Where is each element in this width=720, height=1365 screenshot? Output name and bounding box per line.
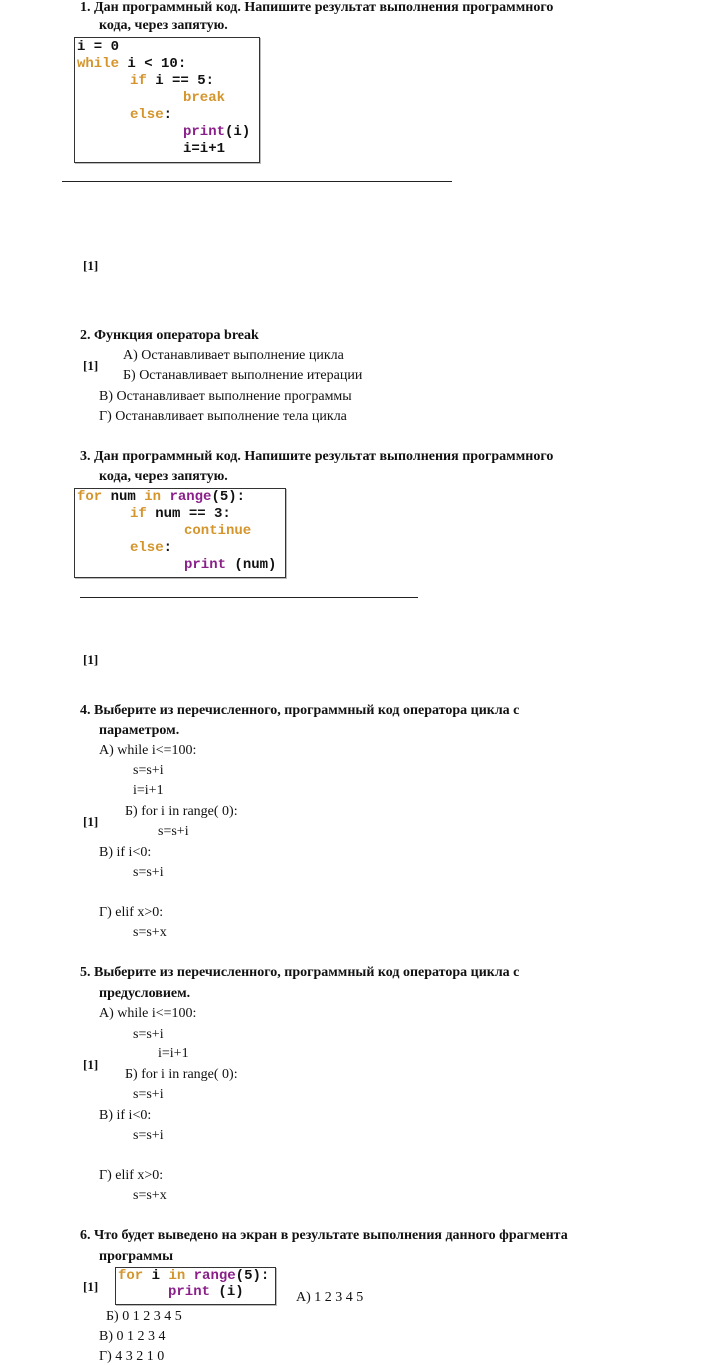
option-line: s=s+x — [133, 1188, 167, 1203]
option-line: i=i+1 — [158, 1046, 189, 1061]
code-text: (i) — [225, 124, 251, 140]
code-line — [184, 557, 276, 574]
code-text: i < 10: — [119, 56, 187, 72]
code-line — [130, 73, 214, 90]
code-keyword: break — [183, 90, 226, 106]
code-builtin: range — [193, 1268, 236, 1284]
code-keyword: in — [144, 489, 162, 505]
code-keyword: while — [77, 56, 120, 72]
answer-line-3[interactable] — [80, 597, 418, 598]
code-text: num == 3: — [146, 506, 231, 522]
code-builtin: print — [183, 124, 226, 140]
option-line: s=s+i — [158, 824, 189, 839]
option-line: s=s+x — [133, 925, 167, 940]
option-v[interactable]: В) if i<0: — [99, 845, 152, 860]
question-5-title-cont: предусловием. — [99, 986, 191, 1001]
code-keyword: for — [118, 1268, 144, 1284]
code-keyword: continue — [184, 523, 252, 539]
code-keyword: if — [130, 73, 147, 89]
option-b[interactable]: Б) 0 1 2 3 4 5 — [106, 1309, 182, 1324]
code-line — [168, 1284, 244, 1301]
code-text: : — [163, 540, 173, 556]
option-v[interactable]: В) Останавливает выполнение программы — [99, 389, 352, 404]
question-1-title: 1. Дан программный код. Напишите результат выполнения программного — [80, 0, 554, 15]
question-3-title: 3. Дан программный код. Напишите результат выполнения программного — [80, 449, 554, 464]
option-g[interactable]: Г) elif x>0: — [99, 905, 164, 920]
option-v[interactable]: В) if i<0: — [99, 1108, 152, 1123]
code-text: i = 0 — [77, 39, 120, 55]
code-line — [183, 90, 225, 107]
code-keyword: in — [168, 1268, 186, 1284]
option-g[interactable]: Г) elif x>0: — [99, 1168, 164, 1183]
code-builtin: print — [168, 1284, 211, 1300]
option-v[interactable]: В) 0 1 2 3 4 — [99, 1329, 166, 1344]
score-mark: [1] — [83, 1279, 99, 1294]
code-text: i — [143, 1268, 169, 1284]
code-text: (5): — [235, 1268, 270, 1284]
code-line — [183, 124, 250, 141]
code-line — [130, 506, 231, 523]
question-1-title-cont: кода, через запятую. — [99, 18, 228, 33]
option-a[interactable]: А) Останавливает выполнение цикла — [123, 348, 344, 363]
option-a[interactable]: А) while i<=100: — [99, 743, 197, 758]
option-line: i=i+1 — [133, 783, 164, 798]
question-4-title-cont: параметром. — [99, 723, 180, 738]
code-line — [77, 56, 186, 73]
code-keyword: for — [77, 489, 103, 505]
code-keyword: if — [130, 506, 147, 522]
question-6-title-cont: программы — [99, 1249, 173, 1264]
score-mark: [1] — [83, 1057, 99, 1072]
code-text: (5): — [211, 489, 246, 505]
option-a[interactable]: А) 1 2 3 4 5 — [296, 1290, 364, 1305]
code-line — [77, 39, 119, 56]
answer-line-1[interactable] — [62, 181, 452, 182]
code-line — [118, 1268, 269, 1285]
code-line — [130, 107, 172, 124]
code-keyword: else — [130, 107, 164, 123]
option-line: s=s+i — [133, 1027, 164, 1042]
code-line — [183, 141, 225, 158]
option-g[interactable]: Г) Останавливает выполнение тела цикла — [99, 409, 347, 424]
score-mark: [1] — [83, 358, 99, 373]
code-builtin: print — [184, 557, 227, 573]
code-text: i == 5: — [146, 73, 215, 89]
question-2-title: 2. Функция оператора break — [80, 328, 259, 343]
option-a[interactable]: А) while i<=100: — [99, 1006, 197, 1021]
score-mark: [1] — [83, 652, 99, 667]
code-text: (i) — [210, 1284, 244, 1300]
code-text: i=i+1 — [183, 141, 226, 157]
code-text — [185, 1268, 193, 1284]
code-text: : — [163, 107, 173, 123]
option-b[interactable]: Б) for i in range( 0): — [125, 804, 238, 819]
option-b[interactable]: Б) for i in range( 0): — [125, 1067, 238, 1082]
code-keyword: else — [130, 540, 164, 556]
code-line — [184, 523, 251, 540]
score-mark: [1] — [83, 814, 99, 829]
question-4-title: 4. Выберите из перечисленного, программный код оператора цикла с — [80, 703, 520, 718]
question-5-title: 5. Выберите из перечисленного, программный код оператора цикла с — [80, 965, 520, 980]
code-text: (num) — [226, 557, 277, 573]
option-line: s=s+i — [133, 865, 164, 880]
option-line: s=s+i — [133, 1087, 164, 1102]
option-b[interactable]: Б) Останавливает выполнение итерации — [123, 368, 363, 383]
option-g[interactable]: Г) 4 3 2 1 0 — [99, 1349, 165, 1364]
code-text: num — [102, 489, 145, 505]
option-line: s=s+i — [133, 763, 164, 778]
score-mark: [1] — [83, 258, 99, 273]
code-line — [77, 489, 245, 506]
code-line — [130, 540, 172, 557]
option-line: s=s+i — [133, 1128, 164, 1143]
question-3-title-cont: кода, через запятую. — [99, 469, 228, 484]
code-builtin: range — [169, 489, 212, 505]
question-6-title: 6. Что будет выведено на экран в результате выполнения данного фрагмента — [80, 1228, 568, 1243]
